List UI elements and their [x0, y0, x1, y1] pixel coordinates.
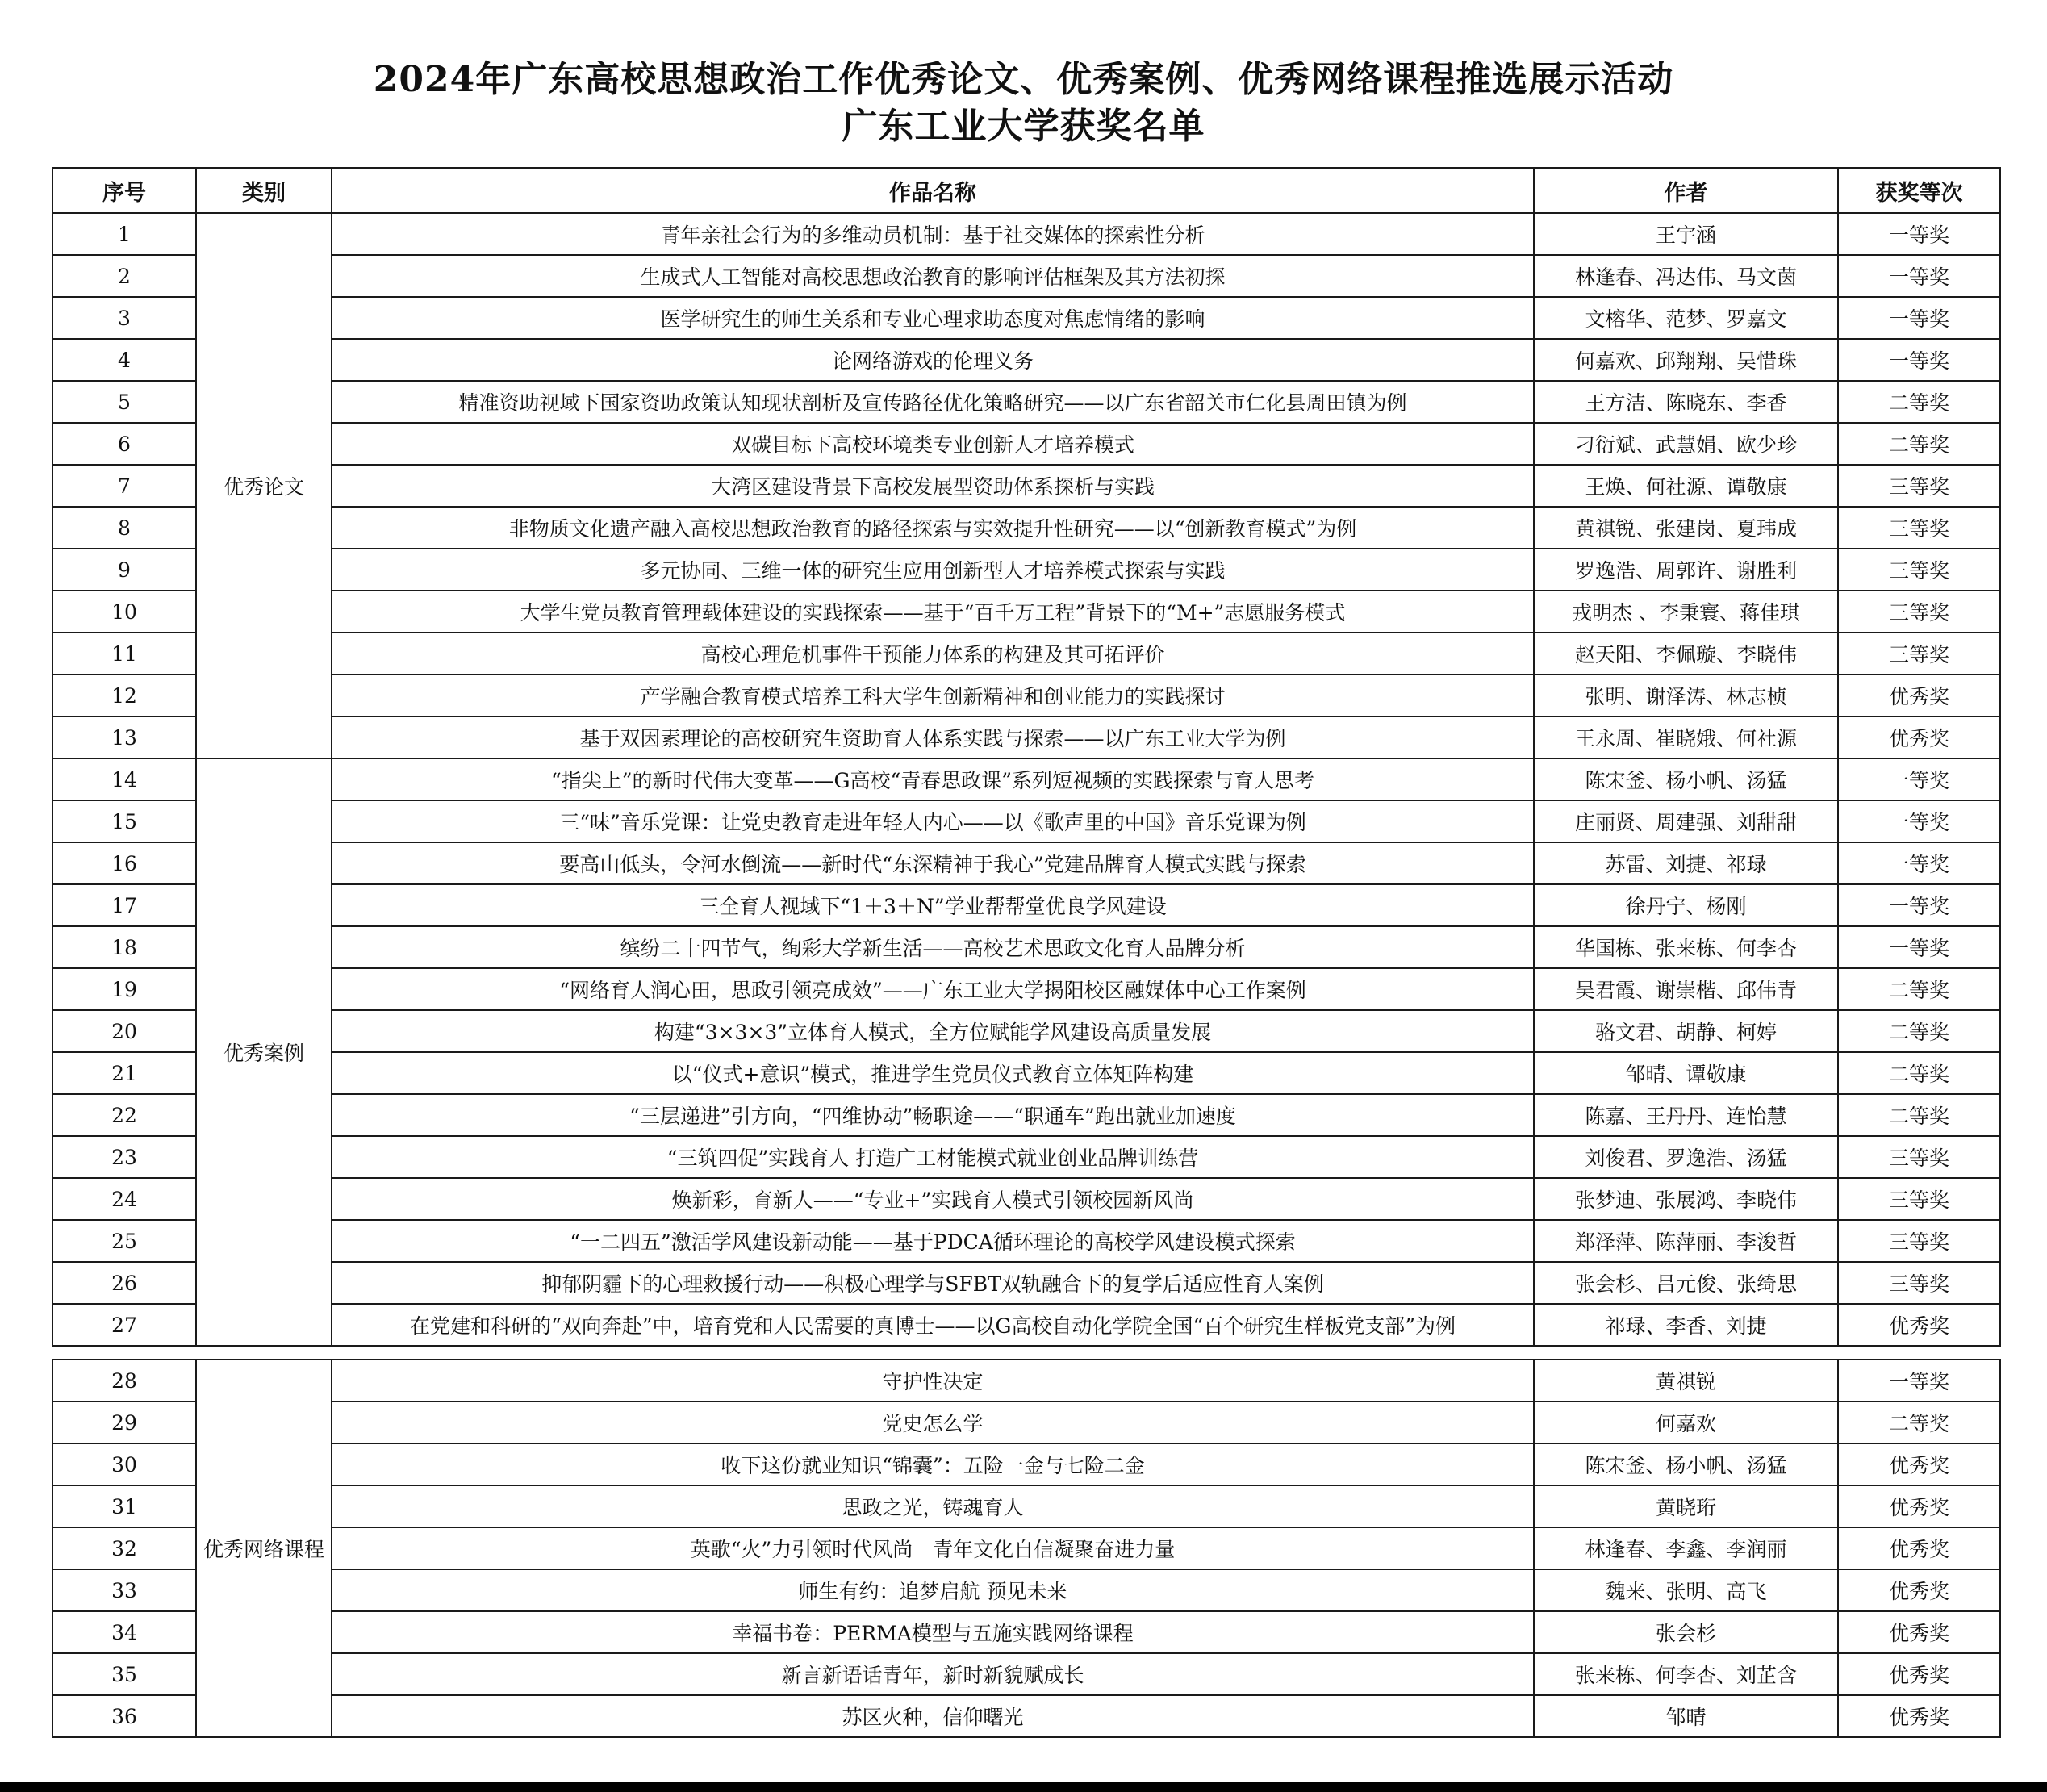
table-row — [52, 1485, 2000, 1527]
award-table-main — [52, 167, 2001, 1347]
award-level: 三等奖 — [1838, 1178, 2000, 1220]
table-row — [52, 1443, 2000, 1485]
work-title: 在党建和科研的“双向奔赴”中，培育党和人民需要的真博士——以G高校自动化学院全国“百个研究生样板党支部”为例 — [332, 1304, 1534, 1346]
author-names: 刁衍斌、武慧娟、欧少珍 — [1534, 423, 1838, 465]
row-number: 10 — [52, 591, 196, 633]
author-names: 何嘉欢 — [1534, 1401, 1838, 1443]
award-level: 优秀奖 — [1838, 675, 2000, 716]
award-level: 优秀奖 — [1838, 1485, 2000, 1527]
row-number: 28 — [52, 1360, 196, 1401]
author-names: 张明、谢泽涛、林志桢 — [1534, 675, 1838, 716]
row-number: 12 — [52, 675, 196, 716]
row-number: 7 — [52, 465, 196, 507]
author-names: 文榕华、范梦、罗嘉文 — [1534, 297, 1838, 339]
award-level: 优秀奖 — [1838, 1304, 2000, 1346]
work-title: 青年亲社会行为的多维动员机制：基于社交媒体的探索性分析 — [332, 213, 1534, 255]
work-title: 苏区火种，信仰曙光 — [332, 1695, 1534, 1737]
author-names: 刘俊君、罗逸浩、汤猛 — [1534, 1136, 1838, 1178]
table-row — [52, 1611, 2000, 1653]
award-level: 优秀奖 — [1838, 1695, 2000, 1737]
author-names: 庄丽贤、周建强、刘甜甜 — [1534, 800, 1838, 842]
table-row — [52, 1178, 2000, 1220]
author-names: 骆文君、胡静、柯婷 — [1534, 1010, 1838, 1052]
author-names: 罗逸浩、周郭许、谢胜利 — [1534, 549, 1838, 591]
header-award: 获奖等次 — [1838, 168, 2000, 213]
work-title: 产学融合教育模式培养工科大学生创新精神和创业能力的实践探讨 — [332, 675, 1534, 716]
row-number: 9 — [52, 549, 196, 591]
table-row — [52, 1360, 2000, 1401]
work-title: 师生有约：追梦启航 预见未来 — [332, 1569, 1534, 1611]
award-level: 优秀奖 — [1838, 1611, 2000, 1653]
table-row — [52, 1136, 2000, 1178]
author-names: 魏来、张明、高飞 — [1534, 1569, 1838, 1611]
category-cell: 优秀网络课程 — [196, 1360, 332, 1737]
work-title: 守护性决定 — [332, 1360, 1534, 1401]
table-row — [52, 926, 2000, 968]
author-names: 王方洁、陈晓东、李香 — [1534, 381, 1838, 423]
row-number: 4 — [52, 339, 196, 381]
award-table-network-body — [52, 1360, 2000, 1737]
work-title: 党史怎么学 — [332, 1401, 1534, 1443]
bottom-border-bar — [0, 1782, 2047, 1792]
table-row — [52, 465, 2000, 507]
award-level: 二等奖 — [1838, 968, 2000, 1010]
author-names: 张梦迪、张展鸿、李晓伟 — [1534, 1178, 1838, 1220]
author-names: 张来栋、何李杏、刘芷含 — [1534, 1653, 1838, 1695]
award-level: 一等奖 — [1838, 297, 2000, 339]
work-title: 医学研究生的师生关系和专业心理求助态度对焦虑情绪的影响 — [332, 297, 1534, 339]
table-row — [52, 1653, 2000, 1695]
award-table-network — [52, 1359, 2001, 1738]
table-row — [52, 800, 2000, 842]
row-number: 2 — [52, 255, 196, 297]
row-number: 18 — [52, 926, 196, 968]
work-title: 多元协同、三维一体的研究生应用创新型人才培养模式探索与实践 — [332, 549, 1534, 591]
award-level: 一等奖 — [1838, 339, 2000, 381]
table-row — [52, 213, 2000, 255]
row-number: 22 — [52, 1094, 196, 1136]
document-title-line2: 广东工业大学获奖名单 — [842, 106, 1205, 147]
table-row — [52, 1304, 2000, 1346]
work-title: 缤纷二十四节气，绚彩大学新生活——高校艺术思政文化育人品牌分析 — [332, 926, 1534, 968]
row-number: 32 — [52, 1527, 196, 1569]
row-number: 11 — [52, 633, 196, 675]
award-level: 一等奖 — [1838, 842, 2000, 884]
work-title: 大学生党员教育管理载体建设的实践探索——基于“百千万工程”背景下的“M+”志愿服务模式 — [332, 591, 1534, 633]
row-number: 26 — [52, 1262, 196, 1304]
work-title: 抑郁阴霾下的心理救援行动——积极心理学与SFBT双轨融合下的复学后适应性育人案例 — [332, 1262, 1534, 1304]
work-title: 大湾区建设背景下高校发展型资助体系探析与实践 — [332, 465, 1534, 507]
work-title: 非物质文化遗产融入高校思想政治教育的路径探索与实效提升性研究——以“创新教育模式”为例 — [332, 507, 1534, 549]
table-row — [52, 884, 2000, 926]
row-number: 13 — [52, 716, 196, 758]
table-row — [52, 1010, 2000, 1052]
award-level: 三等奖 — [1838, 633, 2000, 675]
row-number: 20 — [52, 1010, 196, 1052]
award-level: 一等奖 — [1838, 926, 2000, 968]
author-names: 郑泽萍、陈萍丽、李浚哲 — [1534, 1220, 1838, 1262]
table-row — [52, 675, 2000, 716]
row-number: 27 — [52, 1304, 196, 1346]
row-number: 24 — [52, 1178, 196, 1220]
table-row — [52, 1220, 2000, 1262]
work-title: 三“味”音乐党课：让党史教育走进年轻人内心——以《歌声里的中国》音乐党课为例 — [332, 800, 1534, 842]
table-row — [52, 549, 2000, 591]
row-number: 31 — [52, 1485, 196, 1527]
author-names: 黄晓珩 — [1534, 1485, 1838, 1527]
author-names: 赵天阳、李佩璇、李晓伟 — [1534, 633, 1838, 675]
row-number: 35 — [52, 1653, 196, 1695]
award-level: 优秀奖 — [1838, 716, 2000, 758]
author-names: 邹晴 — [1534, 1695, 1838, 1737]
work-title: “指尖上”的新时代伟大变革——G高校“青春思政课”系列短视频的实践探索与育人思考 — [332, 758, 1534, 800]
row-number: 1 — [52, 213, 196, 255]
award-level: 二等奖 — [1838, 1094, 2000, 1136]
work-title: 三全育人视域下“1＋3＋N”学业帮帮堂优良学风建设 — [332, 884, 1534, 926]
award-level: 优秀奖 — [1838, 1443, 2000, 1485]
author-names: 王永周、崔晓娥、何社源 — [1534, 716, 1838, 758]
row-number: 19 — [52, 968, 196, 1010]
work-title: 新言新语话青年，新时新貌赋成长 — [332, 1653, 1534, 1695]
work-title: 以“仪式+意识”模式，推进学生党员仪式教育立体矩阵构建 — [332, 1052, 1534, 1094]
row-number: 33 — [52, 1569, 196, 1611]
award-level: 二等奖 — [1838, 1010, 2000, 1052]
table-row — [52, 716, 2000, 758]
award-level: 三等奖 — [1838, 465, 2000, 507]
table-row — [52, 633, 2000, 675]
award-level: 一等奖 — [1838, 213, 2000, 255]
row-number: 21 — [52, 1052, 196, 1094]
award-level: 三等奖 — [1838, 1136, 2000, 1178]
award-level: 优秀奖 — [1838, 1527, 2000, 1569]
table-row — [52, 1094, 2000, 1136]
work-title: 英歌“火”力引领时代风尚 青年文化自信凝聚奋进力量 — [332, 1527, 1534, 1569]
row-number: 16 — [52, 842, 196, 884]
author-names: 徐丹宁、杨刚 — [1534, 884, 1838, 926]
work-title: 双碳目标下高校环境类专业创新人才培养模式 — [332, 423, 1534, 465]
table-row — [52, 297, 2000, 339]
author-names: 黄祺锐 — [1534, 1360, 1838, 1401]
author-names: 祁琭、李香、刘捷 — [1534, 1304, 1838, 1346]
author-names: 张会杉、吕元俊、张绮思 — [1534, 1262, 1838, 1304]
table-row — [52, 1052, 2000, 1094]
award-level: 三等奖 — [1838, 507, 2000, 549]
table-row — [52, 842, 2000, 884]
work-title: 幸福书卷：PERMA模型与五施实践网络课程 — [332, 1611, 1534, 1653]
award-table-main-body — [52, 213, 2000, 1346]
row-number: 25 — [52, 1220, 196, 1262]
author-names: 黄祺锐、张建岗、夏玮成 — [1534, 507, 1838, 549]
work-title: “三层递进”引方向，“四维协动”畅职途——“职通车”跑出就业加速度 — [332, 1094, 1534, 1136]
table-row — [52, 1569, 2000, 1611]
table-row — [52, 1695, 2000, 1737]
work-title: 构建“3×3×3”立体育人模式，全方位赋能学风建设高质量发展 — [332, 1010, 1534, 1052]
author-names: 陈宋釜、杨小帆、汤猛 — [1534, 1443, 1838, 1485]
row-number: 29 — [52, 1401, 196, 1443]
award-level: 二等奖 — [1838, 1052, 2000, 1094]
award-level: 三等奖 — [1838, 591, 2000, 633]
row-number: 36 — [52, 1695, 196, 1737]
row-number: 3 — [52, 297, 196, 339]
award-level: 一等奖 — [1838, 800, 2000, 842]
header-work: 作品名称 — [332, 168, 1534, 213]
work-title: “三筑四促”实践育人 打造广工材能模式就业创业品牌训练营 — [332, 1136, 1534, 1178]
table-row — [52, 423, 2000, 465]
author-names: 王宇涵 — [1534, 213, 1838, 255]
table-header-row — [52, 168, 2000, 213]
author-names: 邹晴、谭敬康 — [1534, 1052, 1838, 1094]
award-level: 一等奖 — [1838, 884, 2000, 926]
table-row — [52, 758, 2000, 800]
author-names: 陈宋釜、杨小帆、汤猛 — [1534, 758, 1838, 800]
author-names: 华国栋、张来栋、何李杏 — [1534, 926, 1838, 968]
row-number: 30 — [52, 1443, 196, 1485]
table-row — [52, 339, 2000, 381]
row-number: 14 — [52, 758, 196, 800]
category-cell: 优秀案例 — [196, 758, 332, 1346]
work-title: 论网络游戏的伦理义务 — [332, 339, 1534, 381]
table-row — [52, 255, 2000, 297]
table-row — [52, 1527, 2000, 1569]
work-title: 收下这份就业知识“锦囊”：五险一金与七险二金 — [332, 1443, 1534, 1485]
author-names: 陈嘉、王丹丹、连怡慧 — [1534, 1094, 1838, 1136]
author-names: 苏雷、刘捷、祁琭 — [1534, 842, 1838, 884]
table-row — [52, 591, 2000, 633]
award-level: 一等奖 — [1838, 1360, 2000, 1401]
row-number: 34 — [52, 1611, 196, 1653]
document-title-line1: 2024年广东高校思想政治工作优秀论文、优秀案例、优秀网络课程推选展示活动 — [373, 59, 1674, 100]
work-title: 焕新彩，育新人——“专业+”实践育人模式引领校园新风尚 — [332, 1178, 1534, 1220]
row-number: 5 — [52, 381, 196, 423]
category-cell: 优秀论文 — [196, 213, 332, 758]
award-level: 三等奖 — [1838, 549, 2000, 591]
award-level: 三等奖 — [1838, 1262, 2000, 1304]
work-title: “网络育人润心田，思政引领亮成效”——广东工业大学揭阳校区融媒体中心工作案例 — [332, 968, 1534, 1010]
work-title: 精准资助视域下国家资助政策认知现状剖析及宣传路径优化策略研究——以广东省韶关市仁化县周田镇为例 — [332, 381, 1534, 423]
work-title: 要高山低头，令河水倒流——新时代“东深精神于我心”党建品牌育人模式实践与探索 — [332, 842, 1534, 884]
header-category: 类别 — [196, 168, 332, 213]
work-title: “一二四五”激活学风建设新动能——基于PDCA循环理论的高校学风建设模式探索 — [332, 1220, 1534, 1262]
work-title: 高校心理危机事件干预能力体系的构建及其可拓评价 — [332, 633, 1534, 675]
row-number: 8 — [52, 507, 196, 549]
author-names: 张会杉 — [1534, 1611, 1838, 1653]
award-level: 优秀奖 — [1838, 1569, 2000, 1611]
table-row — [52, 968, 2000, 1010]
table-row — [52, 1262, 2000, 1304]
header-no: 序号 — [52, 168, 196, 213]
author-names: 吴君霞、谢崇楷、邱伟青 — [1534, 968, 1838, 1010]
work-title: 思政之光，铸魂育人 — [332, 1485, 1534, 1527]
award-level: 优秀奖 — [1838, 1653, 2000, 1695]
award-level: 二等奖 — [1838, 381, 2000, 423]
author-names: 戎明杰 、李秉寰、蒋佳琪 — [1534, 591, 1838, 633]
award-level: 二等奖 — [1838, 1401, 2000, 1443]
row-number: 15 — [52, 800, 196, 842]
table-row — [52, 381, 2000, 423]
author-names: 林逢春、冯达伟、马文茵 — [1534, 255, 1838, 297]
author-names: 何嘉欢、邱翔翔、吴惜珠 — [1534, 339, 1838, 381]
row-number: 23 — [52, 1136, 196, 1178]
award-level: 一等奖 — [1838, 255, 2000, 297]
author-names: 王焕、何社源、谭敬康 — [1534, 465, 1838, 507]
work-title: 生成式人工智能对高校思想政治教育的影响评估框架及其方法初探 — [332, 255, 1534, 297]
row-number: 6 — [52, 423, 196, 465]
work-title: 基于双因素理论的高校研究生资助育人体系实践与探索——以广东工业大学为例 — [332, 716, 1534, 758]
award-level: 三等奖 — [1838, 1220, 2000, 1262]
table-row — [52, 1401, 2000, 1443]
award-level: 一等奖 — [1838, 758, 2000, 800]
table-row — [52, 507, 2000, 549]
author-names: 林逢春、李鑫、李润丽 — [1534, 1527, 1838, 1569]
row-number: 17 — [52, 884, 196, 926]
award-level: 二等奖 — [1838, 423, 2000, 465]
header-author: 作者 — [1534, 168, 1838, 213]
